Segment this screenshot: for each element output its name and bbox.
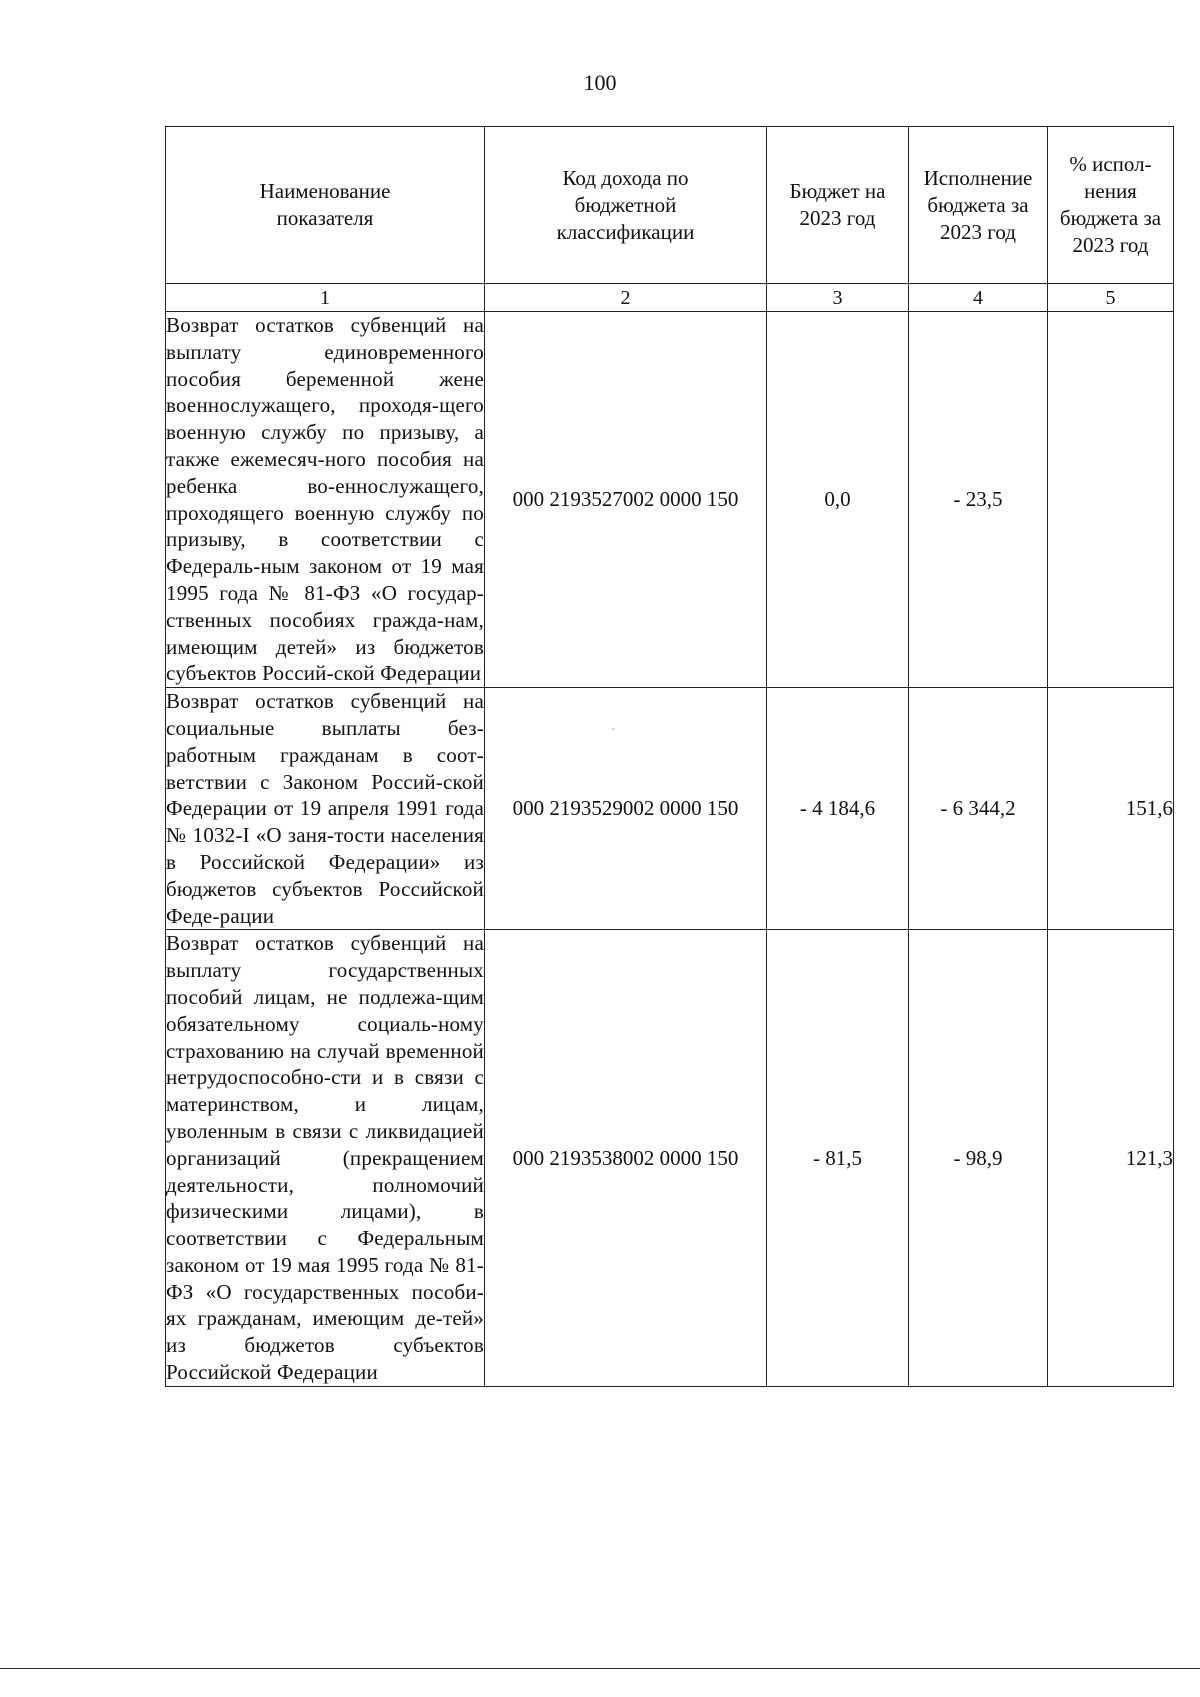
row-code: 000 2193529002 0000 150	[485, 688, 767, 930]
row-name: Возврат остатков субвенций на выплату государственных пособий лицам, не подлежа-щим обязательному социаль-ному страхованию на случай временной нетрудоспособно-сти и в связи с материнством, и лицам, уволенным в связи с ликвидацией организаций (прекращением деятельности, полномочий физическими лицами), в соответствии с Федеральным законом от 19 мая 1995 года № 81-ФЗ «О государственных пособи-ях гражданам, имеющим де-тей» из бюджетов субъектов Российской Федерации	[166, 930, 485, 1387]
row-name: Возврат остатков субвенций на выплату единовременного пособия беременной жене военнослужащего, проходя-щего военную службу по призыву, а также ежемесяч-ного пособия на ребенка во-еннослужащего, проходящего военную службу по призыву, в соответствии с Федераль-ным законом от 19 мая 1995 года № 81-ФЗ «О государ-ственных пособиях гражда-нам, имеющим детей» из бюджетов субъектов Россий-ской Федерации	[166, 312, 485, 688]
header-code	[485, 127, 767, 284]
scan-speck	[612, 728, 614, 730]
row-execution: - 23,5	[909, 312, 1048, 688]
table-row	[166, 930, 1174, 1387]
row-execution: - 6 344,2	[909, 688, 1048, 930]
row-percent	[1048, 312, 1174, 688]
header-code-label: Код дохода по бюджетной классификации	[556, 165, 695, 244]
page-number: 100	[583, 70, 617, 95]
header-execution	[909, 127, 1048, 284]
header-percent-label: % испол-нения бюджета за 2023 год	[1059, 152, 1162, 257]
row-code: 000 2193538002 0000 150	[485, 930, 767, 1387]
table-row	[166, 312, 1174, 688]
row-execution: - 98,9	[909, 930, 1048, 1387]
row-budget: 0,0	[767, 312, 909, 688]
column-number: 3	[767, 284, 909, 312]
header-percent	[1048, 127, 1174, 284]
row-code: 000 2193527002 0000 150	[485, 312, 767, 688]
row-percent: 151,6	[1048, 688, 1174, 930]
column-number: 4	[909, 284, 1048, 312]
table-row	[166, 688, 1174, 930]
row-budget: - 81,5	[767, 930, 909, 1387]
header-budget-label: Бюджет на 2023 год	[789, 179, 886, 230]
row-budget: - 4 184,6	[767, 688, 909, 930]
row-name: Возврат остатков субвенций на социальные выплаты без-работным гражданам в соот-ветствии с Законом Россий-ской Федерации от 19 апреля 1991 года № 1032-I «О заня-тости населения в Российской Федерации» из бюджетов субъектов Российской Феде-рации	[166, 688, 485, 930]
table-header-row	[166, 127, 1174, 284]
budget-table	[165, 126, 1174, 1387]
header-budget	[767, 127, 909, 284]
row-percent: 121,3	[1048, 930, 1174, 1387]
column-number-row	[166, 284, 1174, 312]
column-number: 5	[1048, 284, 1174, 312]
column-number: 1	[166, 284, 485, 312]
header-name	[166, 127, 485, 284]
header-execution-label: Исполнение бюджета за 2023 год	[923, 165, 1033, 244]
column-number: 2	[485, 284, 767, 312]
header-name-label: Наименование показателя	[259, 179, 391, 230]
page-bottom-rule	[0, 1668, 1200, 1669]
